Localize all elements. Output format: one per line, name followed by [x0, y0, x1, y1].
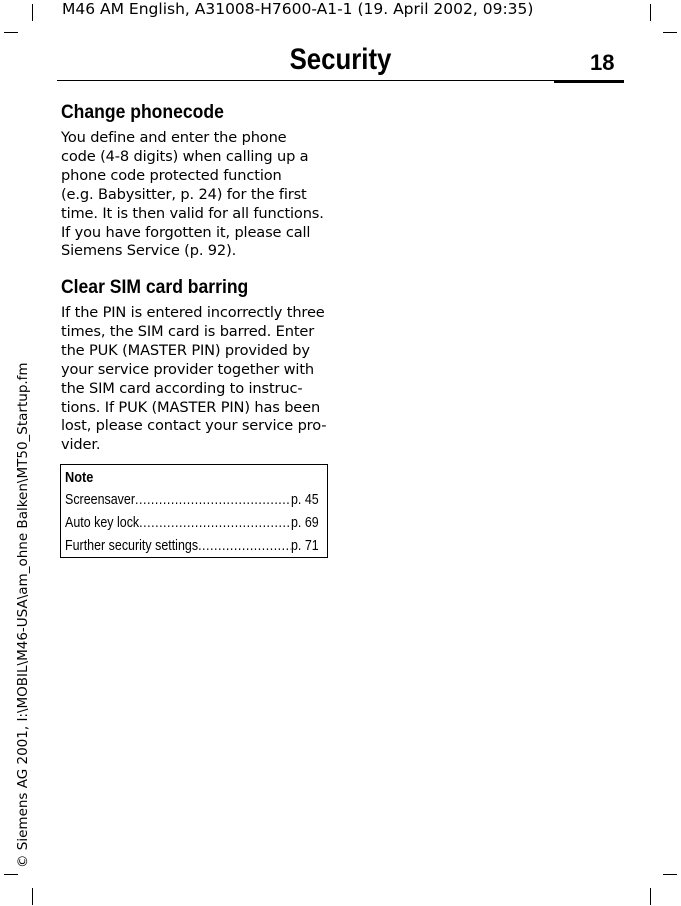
note-entry-screensaver[interactable]: [65, 491, 319, 509]
section-body: [61, 129, 329, 261]
body-line: the PUK (MASTER PIN) provided by: [61, 341, 310, 359]
section-clear-sim-barring: [61, 275, 329, 455]
note-title: Note: [65, 470, 94, 486]
note-entry-further-security[interactable]: [65, 537, 319, 555]
note-entry-page: p. 45: [290, 492, 319, 508]
section-heading: Change phonecode: [61, 101, 224, 123]
page-title: Security: [289, 43, 392, 76]
body-line: time. It is then valid for all functions.: [61, 204, 324, 222]
section-heading: Clear SIM card barring: [61, 276, 249, 298]
body-line: You define and enter the phone: [61, 129, 287, 146]
body-line: lost, please contact your service pro-: [61, 417, 327, 435]
title-rule: [57, 80, 554, 81]
body-line: If the PIN is entered incorrectly three: [61, 304, 325, 321]
body-line: tions. If PUK (MASTER PIN) has been: [61, 398, 321, 416]
running-head: M46 AM English, A31008-H7600-A1-1 (19. April 2002, 09:35): [62, 0, 534, 18]
crop-mark: [663, 32, 677, 33]
section-body: [61, 304, 329, 455]
body-line: If you have forgotten it, please call: [61, 223, 311, 241]
side-note: [0, 0, 31, 868]
body-line: vider.: [61, 436, 101, 454]
crop-mark: [663, 874, 677, 875]
leader-dots: [139, 514, 291, 532]
note-entry-label: Auto key lock: [65, 515, 140, 531]
crop-mark: [650, 888, 651, 905]
note-entry-page: p. 71: [290, 538, 319, 554]
body-line: code (4-8 digits) when calling up a: [61, 147, 309, 165]
note-entry-label: Screensaver: [65, 492, 136, 508]
note-entry-auto-key-lock[interactable]: [65, 514, 319, 532]
body-line: your service provider together with: [61, 360, 315, 378]
page-number: 18: [590, 50, 615, 75]
crop-mark: [650, 4, 651, 21]
page-number-rule: [554, 80, 624, 83]
note-box: [60, 464, 328, 558]
leader-dots: [198, 537, 291, 555]
body-line: phone code protected function: [61, 166, 282, 184]
body-line: Siemens Service (p. 92).: [61, 242, 237, 260]
crop-mark: [32, 888, 33, 905]
note-entry-page: p. 69: [290, 515, 319, 531]
section-change-phonecode: [61, 100, 329, 261]
note-entry-label: Further security settings: [65, 538, 199, 554]
crop-mark: [32, 4, 33, 21]
crop-mark: [4, 874, 18, 875]
crop-mark: [4, 32, 18, 33]
body-line: the SIM card according to instruc-: [61, 379, 303, 397]
leader-dots: [135, 491, 291, 509]
side-note-text: © Siemens AG 2001, I:\MOBIL\M46-USA\am_ohne Balken\MT50_Startup.fm: [15, 362, 31, 868]
body-line: times, the SIM card is barred. Enter: [61, 322, 315, 340]
body-line: (e.g. Babysitter, p. 24) for the first: [61, 185, 307, 203]
